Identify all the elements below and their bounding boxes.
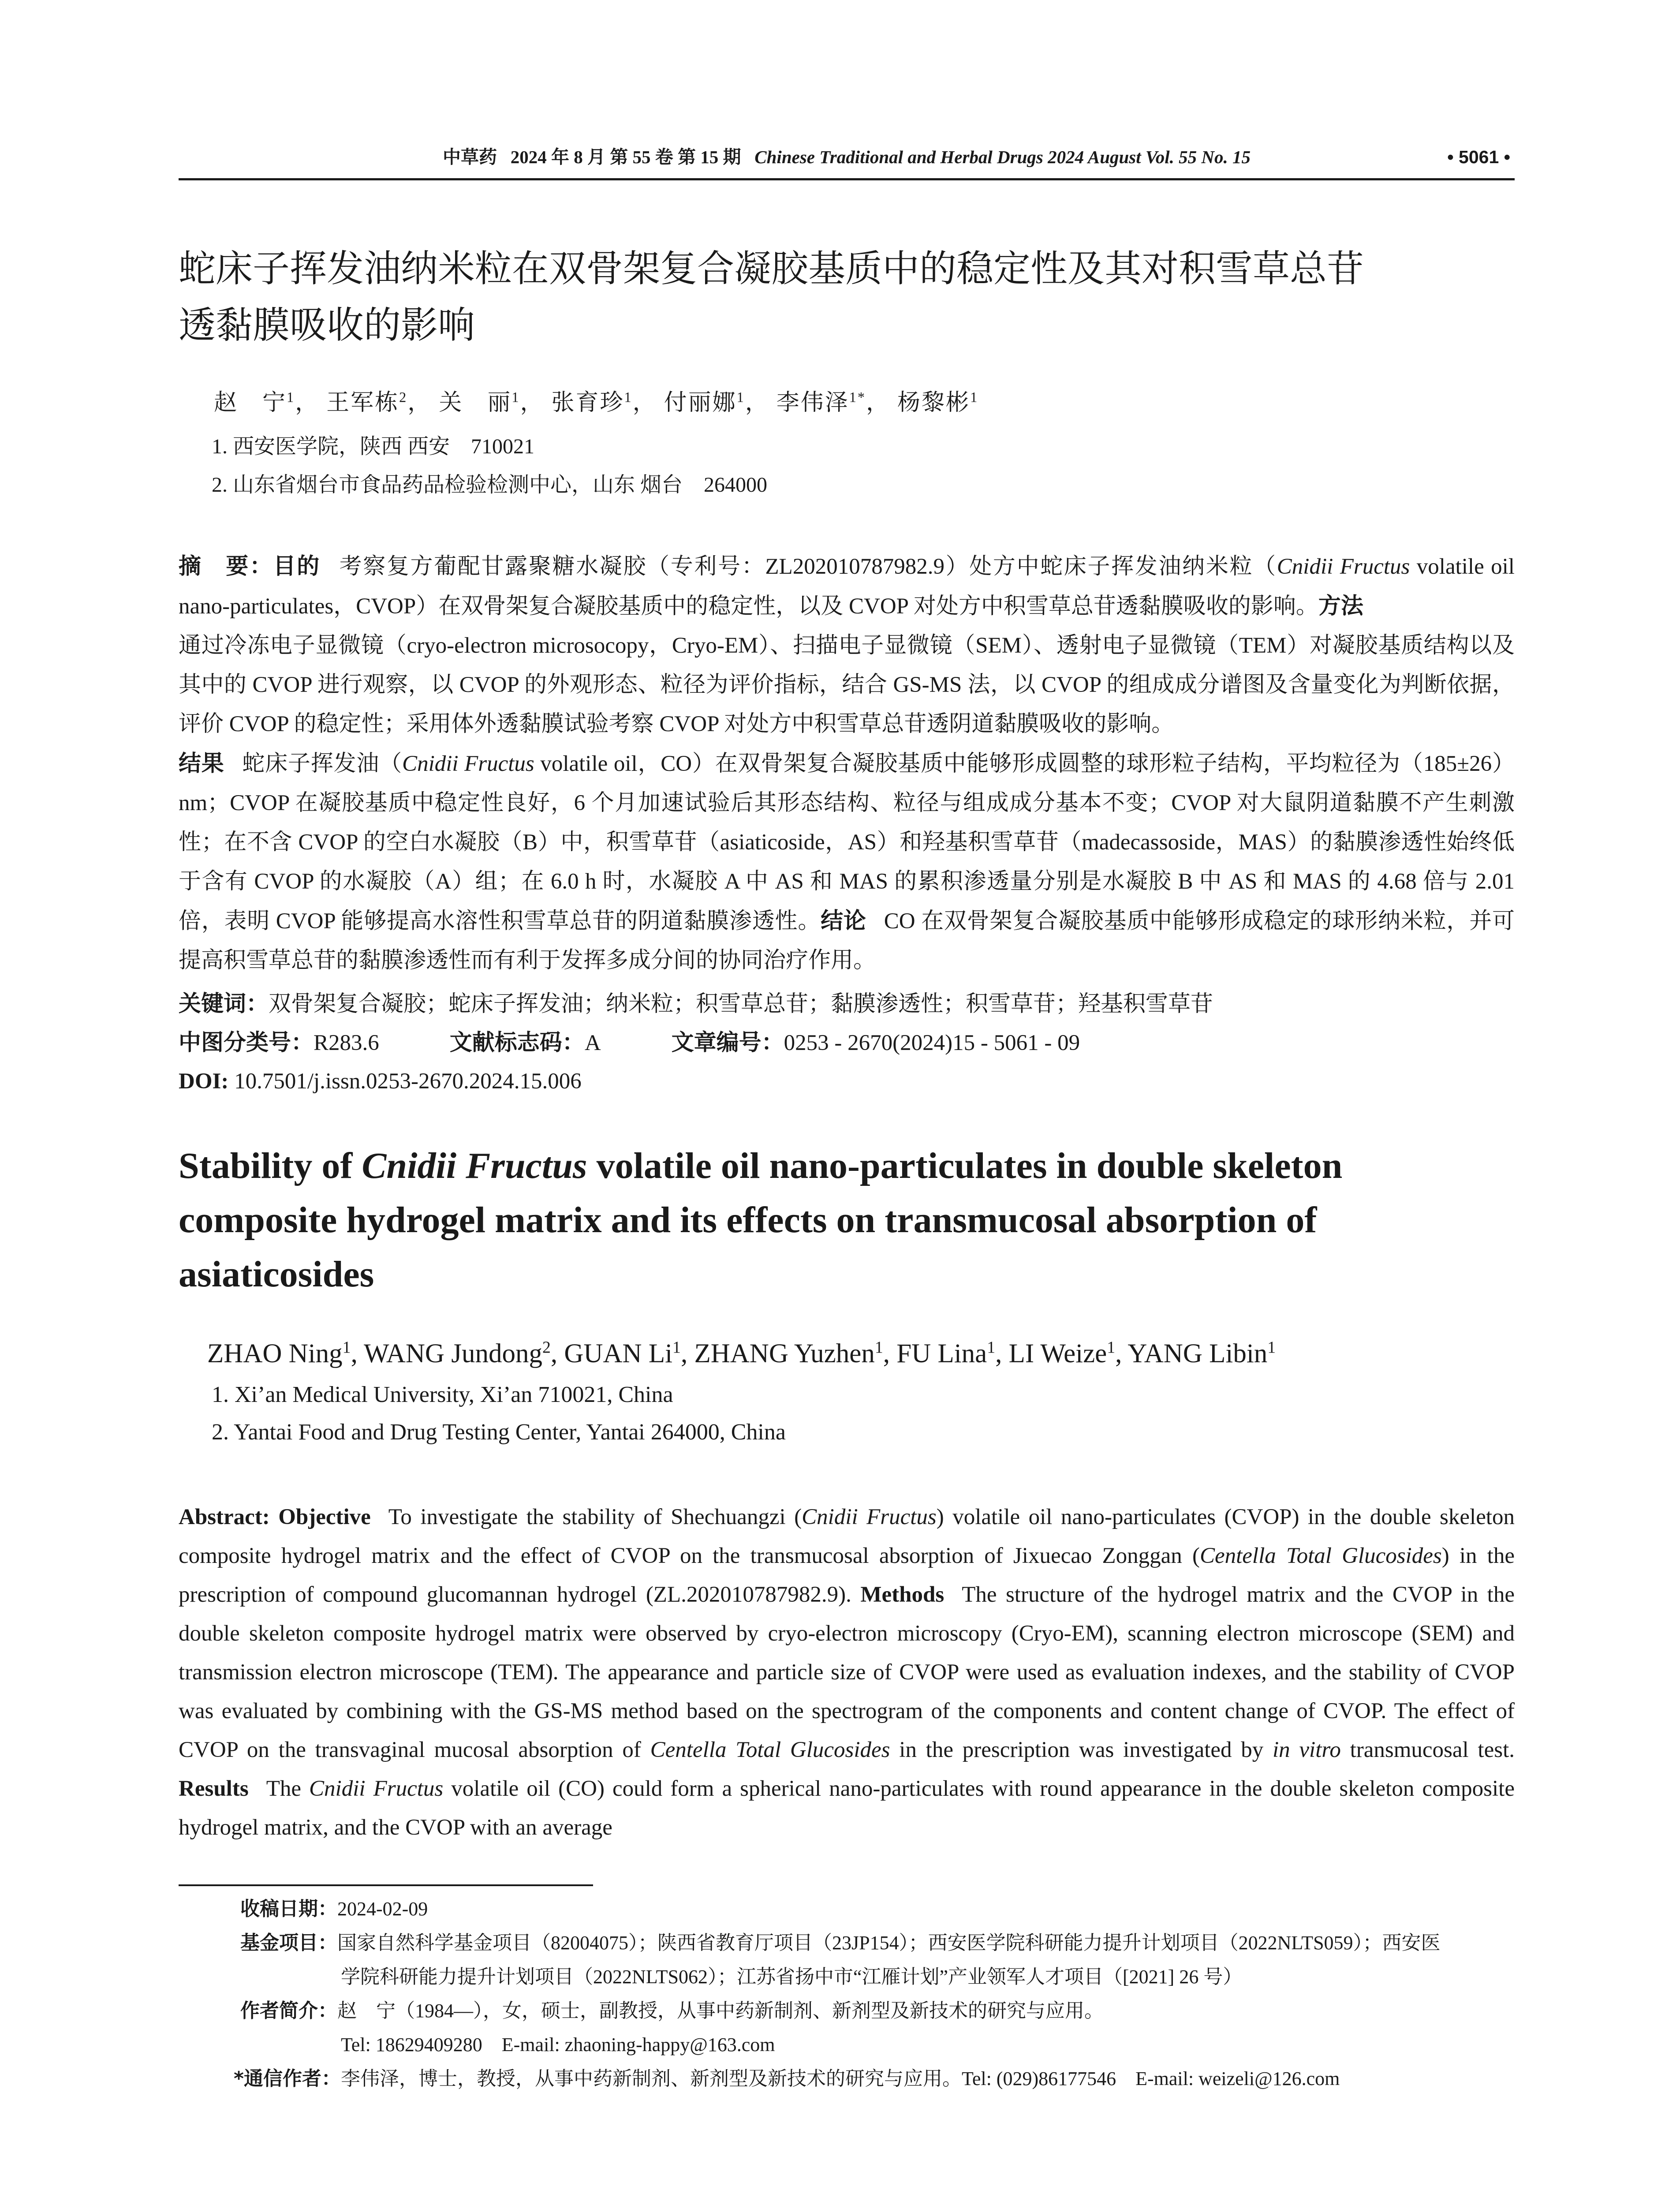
objective-text: To investigate the stability of Shechuangzi ( xyxy=(388,1505,802,1529)
funding-text-cont: 学院科研能力提升计划项目（2022NLTS062）；江苏省扬中市“江雁计划”产业领军人才项目（[2021] 26 号） xyxy=(341,1966,1243,1988)
author-affiliation-mark: 2 xyxy=(399,389,408,405)
results-text-cont: volatile oil (CO) could form a spherical nano-particulates with round appearance in the double skeleton composite hydrogel matrix, and the CVOP with an average xyxy=(179,1776,1515,1840)
results-label: Results xyxy=(179,1776,249,1801)
received-date: 2024-02-09 xyxy=(337,1898,428,1920)
latin-name: Cnidii Fructus xyxy=(1277,554,1410,579)
page-number: • 5061 • xyxy=(1447,147,1510,167)
author-affiliation-mark: 1 xyxy=(1267,1338,1276,1357)
author-name: LI Weize xyxy=(1008,1339,1107,1368)
author-bio-text: 赵 宁（1984—），女，硕士，副教授，从事中药新制剂、新剂型及新技术的研究与应用。 xyxy=(337,2000,1104,2022)
chinese-affiliation-2: 2. 山东省烟台市食品药品检验检测中心，山东 烟台 264000 xyxy=(212,473,768,497)
author-affiliation-mark: 1 xyxy=(672,1338,681,1357)
author-affiliation-mark: 1* xyxy=(849,389,866,405)
header-citation xyxy=(179,144,1515,170)
objective-text-end: ) in the prescription of compound glucomannan hydrogel (ZL.202010787982.9). xyxy=(179,1544,1515,1607)
objective-text: 考察复方葡配甘露聚糖水凝胶（专利号：ZL202010787982.9）处方中蛇床子挥发油纳米粒（ xyxy=(338,554,1277,579)
author-name: YANG Libin xyxy=(1127,1339,1268,1368)
abstract-objective-label: Abstract: Objective xyxy=(179,1505,371,1529)
clc-label: 中图分类号： xyxy=(179,1030,314,1056)
english-title-line-3: asiaticosides xyxy=(179,1254,374,1295)
chinese-author-list: 赵 宁$^1$， 王军栋$^2$， 关 丽$^1$， 张育珍$^1$， 付丽娜$^1$， 李伟泽$^{1*}$， 杨黎彬$^1$ xyxy=(214,389,979,415)
doi-label: DOI: xyxy=(179,1069,229,1094)
footnote-received xyxy=(240,1892,1515,1926)
objective-label: 目的 xyxy=(273,553,321,579)
keywords-label: 关键词： xyxy=(179,991,269,1017)
author-name: FU Lina xyxy=(896,1339,987,1368)
objective-text-cont: volatile oil nano-particulates，CVOP）在双骨架复合凝胶基质中的稳定性，以及 CVOP 对处方中积雪草总苷透黏膜吸收的影响。 xyxy=(179,554,1515,619)
author-name: 关 丽 xyxy=(439,390,512,415)
author-affiliation-mark: 1 xyxy=(736,389,745,405)
footnote-funding xyxy=(240,1926,1515,1994)
english-author-list: ZHAO Ning$^1$, WANG Jundong$^2$, GUAN Li$^1$, ZHANG Yuzhen$^1$, FU Lina$^1$, LI Weize$^1$, YANG Libin$^1$ xyxy=(207,1338,1276,1368)
footnote-corresponding xyxy=(234,2062,1508,2096)
english-title xyxy=(179,1139,1501,1301)
author-name: 杨黎彬 xyxy=(897,390,971,415)
author-contact: Tel: 18629409280 E-mail: zhaoning-happy@163.com xyxy=(341,2034,775,2056)
classification-line xyxy=(179,1025,1080,1061)
author-name: WANG Jundong xyxy=(363,1339,542,1368)
latin-name: Centella Total Glucosides xyxy=(650,1738,890,1762)
author-affiliation-mark: 2 xyxy=(542,1338,551,1357)
clc-number: R283.6 xyxy=(314,1031,379,1055)
objective-text-cont: ) volatile oil nano-particulates (CVOP) in the double skeleton composite hydrogel matrix and the effect of CVOP on the transmucosal absorption of Jixuecao Zonggan ( xyxy=(179,1505,1515,1568)
conclusion-label: 结论 xyxy=(821,908,866,934)
corresponding-label: *通信作者： xyxy=(234,2067,341,2090)
english-title-line-2: composite hydrogel matrix and its effects on transmucosal absorption of xyxy=(179,1200,1317,1241)
results-text: 蛇床子挥发油（ xyxy=(242,751,403,776)
title-text: Stability of xyxy=(179,1145,362,1186)
methods-text-end: transmucosal test. xyxy=(1340,1738,1515,1762)
article-number: 0253 - 2670(2024)15 - 5061 - 09 xyxy=(784,1031,1080,1055)
document-code-label: 文献标志码： xyxy=(449,1030,585,1056)
english-affiliation-1: 1. Xi’an Medical University, Xi’an 710021, China xyxy=(212,1382,673,1407)
results-text: The xyxy=(266,1776,310,1801)
chinese-abstract xyxy=(179,547,1515,980)
abstract-label: 摘 要： xyxy=(179,553,273,579)
doi-link[interactable]: 10.7501/j.issn.0253-2670.2024.15.006 xyxy=(234,1069,582,1094)
received-label: 收稿日期： xyxy=(240,1898,337,1920)
chinese-title xyxy=(179,240,1523,353)
results-text-cont: volatile oil，CO）在双骨架复合凝胶基质中能够形成圆整的球形粒子结构，平均粒径为（185±26）nm；CVOP 在凝胶基质中稳定性良好，6 个月加速试验后其形态结构、粒径与组成成分基本不变；CVOP 对大鼠阴道黏膜不产生刺激性；在不含 CVOP 的空白水凝胶（B）中，积雪草苷（asiaticoside，AS）和羟基积雪草苷（madecassoside，MAS）的黏膜渗透性始终低于含有 CVOP 的水凝胶（A）组；在 6.0 h 时，水凝胶 A 中 AS 和 MAS 的累积渗透量分别是水凝胶 B 中 AS 和 MAS 的 4.68 倍与 2.01 倍，表明 CVOP 能够提高水溶性积雪草总苷的阴道黏膜渗透性。 xyxy=(179,751,1515,934)
author-bio-label: 作者简介： xyxy=(240,1999,337,2022)
author-affiliation-mark: 1 xyxy=(874,1338,883,1357)
corresponding-text: 李伟泽，博士，教授，从事中药新制剂、新剂型及新技术的研究与应用。Tel: (029)86177546 E-mail: weizeli@126.com xyxy=(341,2068,1340,2089)
footnote-author-bio xyxy=(240,1994,1515,2062)
author-name: 张育珍 xyxy=(551,390,624,415)
author-affiliation-mark: 1 xyxy=(342,1338,351,1357)
author-name: 王军栋 xyxy=(326,390,399,415)
title-text: volatile oil nano-particulates in double skeleton xyxy=(587,1145,1343,1186)
methods-text: 通过冷冻电子显微镜（cryo-electron microsocopy，Cryo-EM）、扫描电子显微镜（SEM）、透射电子显微镜（TEM）对凝胶基质结构以及其中的 CVOP 进行观察，以 CVOP 的外观形态、粒径为评价指标，结合 GS-MS 法，以 CVOP 的组成成分谱图及含量变化为判断依据，评价 CVOP 的稳定性；采用体外透黏膜试验考察 CVOP 对处方中积雪草总苷透阴道黏膜吸收的影响。 xyxy=(179,633,1515,736)
author-name: ZHANG Yuzhen xyxy=(694,1339,875,1368)
footnote-divider xyxy=(179,1884,593,1886)
title-latin-name: Cnidii Fructus xyxy=(362,1145,587,1186)
methods-text: The structure of the hydrogel matrix and the CVOP in the double skeleton composite hydrogel matrix were observed by cryo-electron microscopy (Cryo-EM), scanning electron microscope (SEM) and transmission electron microscope (TEM). The appearance and particle size of CVOP were used as evaluation indexes, and the stability of CVOP was evaluated by combining with the GS-MS method based on the spectrogram of the components and content change of CVOP. The effect of CVOP on the transvaginal mucosal absorption of xyxy=(179,1582,1515,1762)
methods-text-cont: in the prescription was investigated by xyxy=(890,1738,1273,1762)
chinese-affiliation-1: 1. 西安医学院，陕西 西安 710021 xyxy=(212,435,535,458)
author-affiliation-mark: 1 xyxy=(970,389,979,405)
english-affiliation-2: 2. Yantai Food and Drug Testing Center, Yantai 264000, China xyxy=(212,1420,786,1445)
issue-cn: 2024 年 8 月 第 55 卷 第 15 期 xyxy=(510,147,741,167)
funding-text: 国家自然科学基金项目（82004075）；陕西省教育厅项目（23JP154）；西安医学院科研能力提升计划项目（2022NLTS059）；西安医 xyxy=(337,1932,1441,1954)
author-affiliation-mark: 1 xyxy=(511,389,520,405)
chinese-title-line-1: 蛇床子挥发油纳米粒在双骨架复合凝胶基质中的稳定性及其对积雪草总苷 xyxy=(179,247,1364,290)
author-affiliation-mark: 1 xyxy=(1107,1338,1116,1357)
latin-name: Cnidii Fructus xyxy=(309,1776,444,1801)
english-abstract xyxy=(179,1498,1515,1847)
author-name: 李伟泽 xyxy=(776,390,849,415)
methods-label: 方法 xyxy=(1318,593,1363,619)
author-name: ZHAO Ning xyxy=(207,1339,343,1368)
author-name: 付丽娜 xyxy=(664,390,737,415)
article-number-label: 文章编号： xyxy=(671,1030,784,1056)
methods-label: Methods xyxy=(860,1582,945,1607)
doi-line xyxy=(179,1064,582,1099)
author-name: 赵 宁 xyxy=(214,390,287,415)
document-code: A xyxy=(584,1031,601,1055)
latin-name: Centella Total Glucosides xyxy=(1199,1544,1442,1568)
journal-name-cn: 中草药 xyxy=(443,147,497,167)
latin-name: Cnidii Fructus xyxy=(802,1505,937,1529)
conclusion-text: CO 在双骨架复合凝胶基质中能够形成稳定的球形纳米粒，并可提高积雪草总苷的黏膜渗透性而有利于发挥多成分间的协同治疗作用。 xyxy=(179,909,1515,973)
in-vitro-term: in vitro xyxy=(1273,1738,1341,1762)
funding-label: 基金项目： xyxy=(240,1932,337,1954)
results-label: 结果 xyxy=(179,751,224,777)
author-affiliation-mark: 1 xyxy=(624,389,633,405)
keywords-line xyxy=(179,987,1213,1022)
journal-name-en: Chinese Traditional and Herbal Drugs 2024 August Vol. 55 No. 15 xyxy=(754,147,1251,167)
keywords: 双骨架复合凝胶；蛇床子挥发油；纳米粒；积雪草总苷；黏膜渗透性；积雪草苷；羟基积雪草苷 xyxy=(269,992,1213,1017)
chinese-title-line-2: 透黏膜吸收的影响 xyxy=(179,303,475,347)
english-title-line-1 xyxy=(179,1139,1501,1193)
author-name: GUAN Li xyxy=(564,1339,673,1368)
author-affiliation-mark: 1 xyxy=(287,389,295,405)
latin-name: Cnidii Fructus xyxy=(402,751,534,776)
author-affiliation-mark: 1 xyxy=(987,1338,996,1357)
running-header xyxy=(179,142,1515,180)
